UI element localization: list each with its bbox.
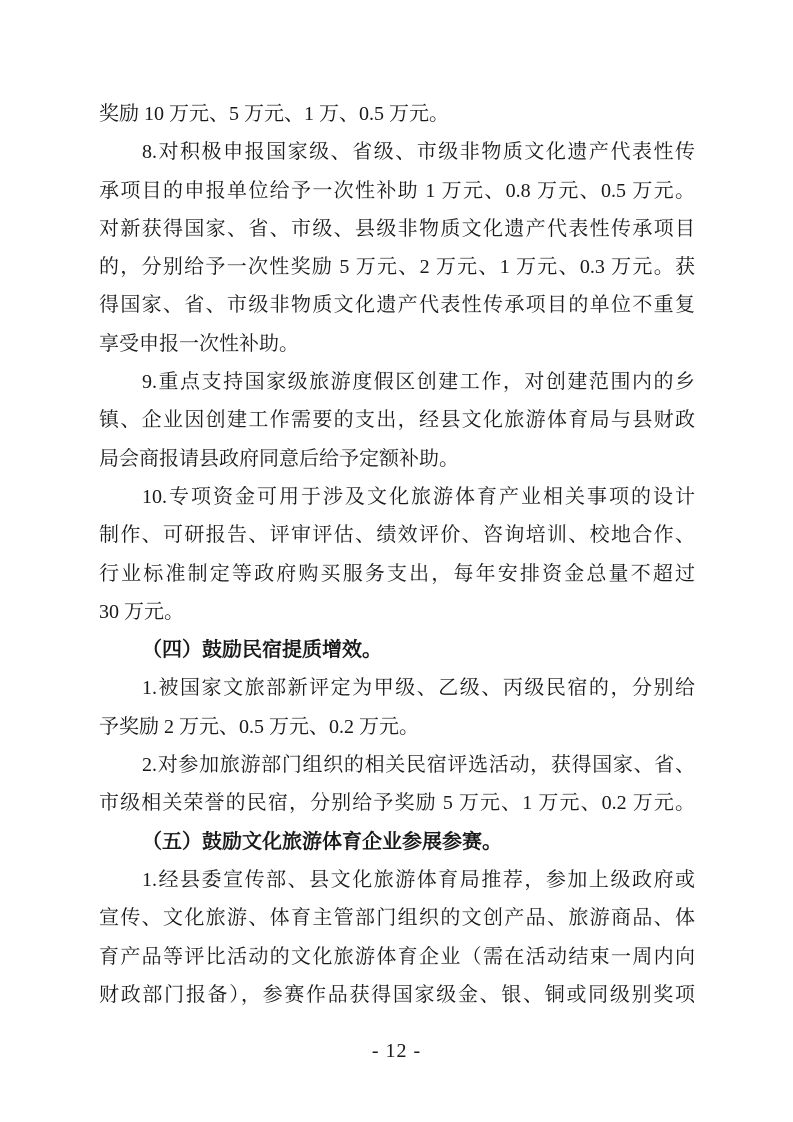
text-line: 宣传、文化旅游、体育主管部门组织的文创产品、旅游商品、体 <box>99 907 695 930</box>
text-line: 奖励 10 万元、5 万元、1 万、0.5 万元。 <box>99 103 449 125</box>
text-line: 10.专项资金可用于涉及文化旅游体育产业相关事项的设计 <box>142 485 695 508</box>
text-line: 9.重点支持国家级旅游度假区创建工作，对创建范围内的乡 <box>142 371 695 394</box>
text-line: 对新获得国家、省、市级、县级非物质文化遗产代表性传承项目 <box>99 217 695 240</box>
text-line: 1.被国家文旅部新评定为甲级、乙级、丙级民宿的，分别给 <box>142 677 695 700</box>
text-line: 局会商报请县政府同意后给予定额补助。 <box>99 447 459 470</box>
text-line: 8.对积极申报国家级、省级、市级非物质文化遗产代表性传 <box>142 141 695 164</box>
text-line: 予奖励 2 万元、0.5 万元、0.2 万元。 <box>99 715 419 738</box>
text-line: 享受申报一次性补助。 <box>99 332 299 355</box>
text-line: 得国家、省、市级非物质文化遗产代表性传承项目的单位不重复 <box>99 294 695 317</box>
document-body <box>99 95 695 1014</box>
text-line: 行业标准制定等政府购买服务支出，每年安排资金总量不超过 <box>99 562 695 585</box>
text-line: 育产品等评比活动的文化旅游体育企业（需在活动结束一周内向 <box>99 945 695 968</box>
text-line: 1.经县委宣传部、县文化旅游体育局推荐，参加上级政府或 <box>142 868 695 891</box>
text-line: 制作、可研报告、评审评估、绩效评价、咨询培训、校地合作、 <box>99 524 695 547</box>
text-line: 财政部门报备），参赛作品获得国家级金、银、铜或同级别奖项 <box>99 983 695 1006</box>
page-number: - 12 - <box>371 1040 422 1062</box>
section-heading: （四）鼓励民宿提质增效。 <box>142 639 382 662</box>
text-line: 的，分别给予一次性奖励 5 万元、2 万元、1 万元、0.3 万元。获 <box>99 256 695 279</box>
text-line: 承项目的申报单位给予一次性补助 1 万元、0.8 万元、0.5 万元。 <box>99 179 695 202</box>
text-line: 镇、企业因创建工作需要的支出，经县文化旅游体育局与县财政 <box>99 409 695 432</box>
text-line: 市级相关荣誉的民宿，分别给予奖励 5 万元、1 万元、0.2 万元。 <box>99 792 695 815</box>
section-heading: （五）鼓励文化旅游体育企业参展参赛。 <box>142 830 502 853</box>
text-line: 30 万元。 <box>99 600 184 623</box>
text-line: 2.对参加旅游部门组织的相关民宿评选活动，获得国家、省、 <box>142 754 695 777</box>
page-footer <box>0 1040 793 1063</box>
